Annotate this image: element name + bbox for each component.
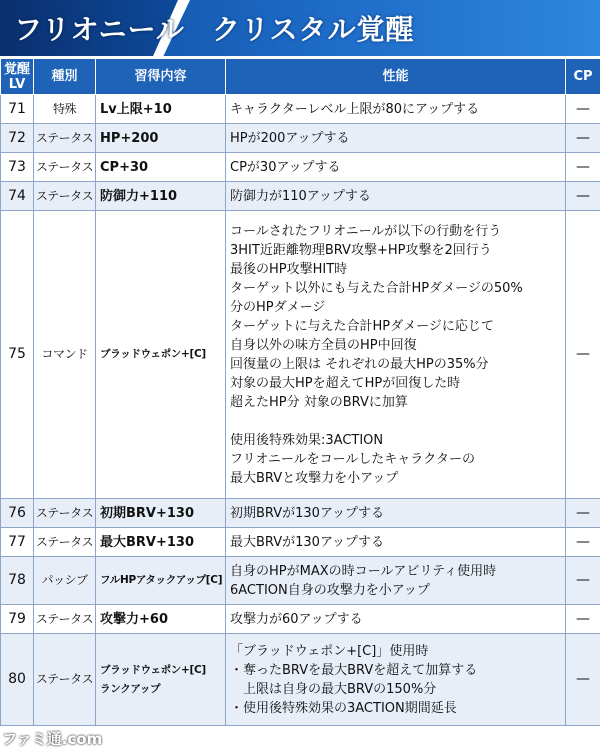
effect-line: 3HIT近距離物理BRV攻撃+HP攻撃を2回行う: [230, 242, 492, 258]
character-name: フリオニール: [14, 13, 185, 46]
effect-line: 6ACTION自身の攻撃力を小アップ: [230, 582, 430, 598]
skill-effect: [226, 528, 566, 557]
effect-line: 最大BRVが130アップする: [230, 534, 385, 550]
effect-line: ターゲットに与えた合計HPダメージに応じて: [230, 318, 494, 334]
skill-name-line: 最大BRV+130: [100, 534, 195, 550]
effect-line: フリオニールをコールしたキャラクターの: [230, 451, 476, 467]
header-level: [1, 59, 34, 95]
effect-line: 初期BRVが130アップする: [230, 505, 385, 521]
skill-name: [96, 528, 226, 557]
effect-line: 攻撃力が60アップする: [230, 611, 363, 627]
skill-name: [96, 499, 226, 528]
skill-name-line: Lv上限+10: [100, 101, 172, 117]
cp-value: —: [566, 211, 600, 499]
skill-effect: [226, 211, 566, 499]
effect-line: HPが200アップする: [230, 130, 350, 146]
skill-kind: 特殊: [34, 95, 96, 124]
skill-name-line: フルHPアタックアップ[C]: [100, 574, 223, 586]
cp-value: —: [566, 153, 600, 182]
skill-kind: ステータス: [34, 528, 96, 557]
skill-name-line: 攻撃力+60: [100, 611, 168, 627]
skill-effect: [226, 124, 566, 153]
skill-effect: [226, 153, 566, 182]
skill-name-line: ブラッドウェポン+[C]: [100, 663, 206, 676]
skill-name-line: ランクアップ: [100, 682, 161, 695]
cp-value: —: [566, 557, 600, 605]
effect-line: 「ブラッドウェポン+[C]」使用時: [230, 643, 429, 659]
header-effect: 性能: [226, 59, 566, 95]
watermark-logo: ファミ通.com: [2, 730, 103, 748]
awakening-level: 78: [1, 557, 34, 605]
skill-name-line: CP+30: [100, 159, 149, 175]
effect-line: 自身以外の味方全員のHP中回復: [230, 337, 417, 353]
effect-line: 自身のHPがMAXの時コールアビリティ使用時: [230, 563, 497, 579]
skill-name-line: 防御力+110: [100, 188, 178, 204]
skill-name-line: HP+200: [100, 130, 159, 146]
awakening-table: [0, 58, 600, 726]
page-title: クリスタル覚醒: [212, 13, 415, 46]
skill-name: [96, 182, 226, 211]
title-banner: [0, 0, 600, 56]
effect-line: 分のHPダメージ: [230, 299, 326, 315]
skill-kind: ステータス: [34, 605, 96, 634]
effect-line: 対象の最大HPを超えてHPが回復した時: [230, 375, 461, 391]
skill-effect: [226, 499, 566, 528]
header-cp: CP: [566, 59, 600, 95]
table-row: [1, 499, 600, 528]
effect-line: 最大BRVと攻撃力を小アップ: [230, 470, 399, 486]
skill-kind: ステータス: [34, 182, 96, 211]
skill-name: [96, 95, 226, 124]
cp-value: —: [566, 499, 600, 528]
cp-value: —: [566, 124, 600, 153]
table-row: [1, 124, 600, 153]
skill-name: [96, 153, 226, 182]
skill-kind: ステータス: [34, 634, 96, 726]
skill-effect: [226, 634, 566, 726]
table-row: [1, 211, 600, 499]
table-row: [1, 153, 600, 182]
effect-line: 回復量の上限は それぞれの最大HPの35%分: [230, 356, 489, 372]
table-row: [1, 557, 600, 605]
effect-line: キャラクターレベル上限が80にアップする: [230, 101, 480, 117]
awakening-level: 76: [1, 499, 34, 528]
effect-line: 最後のHP攻撃HIT時: [230, 261, 348, 277]
effect-line: [230, 412, 561, 431]
effect-line: ・使用後特殊効果の3ACTION期間延長: [230, 700, 457, 716]
awakening-level: 77: [1, 528, 34, 557]
header-level-line1: 覚醒: [3, 61, 30, 77]
cp-value: —: [566, 605, 600, 634]
effect-line: ターゲット以外にも与えた合計HPダメージの50%: [230, 280, 523, 296]
awakening-level: 73: [1, 153, 34, 182]
skill-name: [96, 634, 226, 726]
skill-kind: ステータス: [34, 124, 96, 153]
header-skill: 習得内容: [96, 59, 226, 95]
skill-effect: [226, 182, 566, 211]
awakening-level: 72: [1, 124, 34, 153]
effect-line: 超えたHP分 対象のBRVに加算: [230, 394, 408, 410]
table-row: [1, 634, 600, 726]
skill-kind: パッシブ: [34, 557, 96, 605]
cp-value: —: [566, 95, 600, 124]
cp-value: —: [566, 634, 600, 726]
table-row: [1, 182, 600, 211]
skill-effect: [226, 605, 566, 634]
effect-line: コールされたフリオニールが以下の行動を行う: [230, 223, 502, 239]
effect-line: CPが30アップする: [230, 159, 341, 175]
cp-value: —: [566, 182, 600, 211]
skill-name: [96, 557, 226, 605]
table-row: [1, 528, 600, 557]
table-header-row: [1, 59, 600, 95]
skill-kind: ステータス: [34, 153, 96, 182]
skill-name: [96, 605, 226, 634]
skill-effect: [226, 95, 566, 124]
header-kind: 種別: [34, 59, 96, 95]
effect-line: ・奪ったBRVを最大BRVを超えて加算する: [230, 662, 478, 678]
awakening-level: 80: [1, 634, 34, 726]
skill-effect: [226, 557, 566, 605]
skill-name: [96, 124, 226, 153]
table-row: [1, 95, 600, 124]
awakening-level: 79: [1, 605, 34, 634]
skill-kind: コマンド: [34, 211, 96, 499]
effect-line: 使用後特殊効果:3ACTION: [230, 432, 384, 448]
skill-name-line: 初期BRV+130: [100, 505, 195, 521]
awakening-level: 71: [1, 95, 34, 124]
awakening-level: 74: [1, 182, 34, 211]
awakening-level: 75: [1, 211, 34, 499]
cp-value: —: [566, 528, 600, 557]
table-row: [1, 605, 600, 634]
skill-name-line: ブラッドウェポン+[C]: [100, 348, 206, 360]
skill-kind: ステータス: [34, 499, 96, 528]
skill-name: [96, 211, 226, 499]
effect-line: 防御力が110アップする: [230, 188, 371, 204]
effect-line: 上限は自身の最大BRVの150%分: [230, 681, 437, 697]
header-level-line2: LV: [8, 76, 26, 92]
